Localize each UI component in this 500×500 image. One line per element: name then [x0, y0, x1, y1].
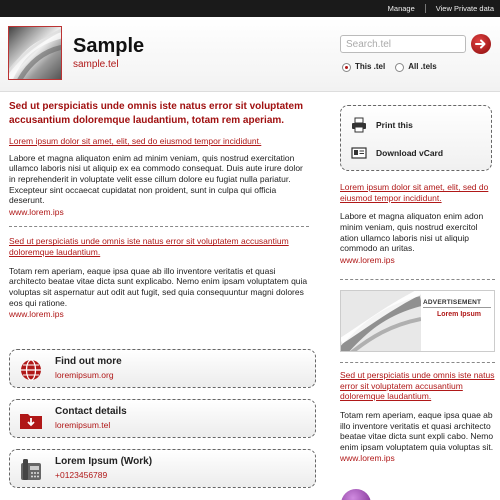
search-box — [340, 35, 466, 53]
side-link-1[interactable]: Lorem ipsum dolor sit amet, elit, sed do eiusmod tempor incididunt. — [340, 182, 489, 203]
globe-icon — [18, 357, 44, 383]
top-links — [388, 0, 494, 17]
arrow-right-icon — [475, 38, 487, 50]
card-find-out-more[interactable] — [9, 349, 316, 388]
printer-icon — [351, 117, 367, 133]
main-link-2[interactable]: Sed ut perspiciatis unde omnis iste natus error sit voluptatem accusantium doloremque laudantium. — [9, 236, 289, 257]
side-url-1[interactable]: www.lorem.ips — [340, 254, 395, 265]
actions-panel — [340, 105, 492, 171]
side-content-2 — [340, 370, 495, 464]
ad-label: ADVERTISEMENT — [423, 299, 482, 306]
card-contact-details[interactable] — [9, 399, 316, 438]
radio-unselected-icon — [395, 63, 404, 72]
side-paragraph-1: Labore et magna aliquaton enim adon minim veniam, quis nostrud exercitol ation ullamco laboris nisi ut aliquip commodo an uritas. — [340, 211, 484, 254]
card-title: Contact details — [55, 406, 127, 417]
search-button[interactable] — [471, 34, 491, 54]
top-bar — [0, 0, 500, 17]
vcard-icon — [351, 145, 367, 161]
profile-image — [8, 26, 62, 80]
site-title: Sample — [73, 35, 145, 57]
view-private-data-link[interactable]: View Private data — [435, 3, 494, 13]
main-content — [9, 100, 309, 320]
advertisement[interactable] — [340, 290, 495, 352]
print-this-button[interactable] — [351, 115, 413, 135]
download-vcard-label: Download vCard — [376, 147, 444, 158]
card-work-phone[interactable] — [9, 449, 316, 488]
side-link-2[interactable]: Sed ut perspiciatis unde omnis iste natus error sit voluptatem accusantium doloremque laudantium. — [340, 370, 495, 402]
download-vcard-button[interactable] — [351, 143, 443, 163]
top-separator — [425, 4, 426, 13]
main-link-1[interactable]: Lorem ipsum dolor sit amet, elit, sed do eiusmod tempor incididunt. — [9, 136, 262, 146]
phone-icon — [18, 457, 44, 483]
search-scope — [342, 62, 447, 72]
side-url-2[interactable]: www.lorem.ips — [340, 453, 395, 464]
radio-this-tel[interactable] — [342, 62, 385, 72]
main-url-1[interactable]: www.lorem.ips — [9, 206, 64, 217]
radio-this-tel-label: This .tel — [355, 62, 386, 71]
main-url-2[interactable]: www.lorem.ips — [9, 309, 64, 320]
side-paragraph-2: Totam rem aperiam, eaque ipsa quae ab illo inventore veritatis et quasi architecto beatae vitae dicta sunt expli cabo. Nemo enim ipsam voluptatem quia voluptas sit. — [340, 409, 494, 452]
radio-selected-icon — [342, 63, 351, 72]
side-divider — [340, 362, 495, 363]
card-link[interactable]: loremipsum.org — [55, 370, 114, 380]
side-content-1 — [340, 182, 495, 265]
card-link[interactable]: loremipsum.tel — [55, 420, 111, 430]
purple-orb-image — [341, 489, 371, 500]
header — [0, 17, 500, 92]
abstract-swirl-image — [9, 27, 62, 80]
ad-swirl-image — [341, 291, 421, 352]
print-this-label: Print this — [376, 119, 413, 130]
main-paragraph-1: Labore et magna aliquaton enim ad minim veniam, quis nostrud exercitation ullamco laboris nisi ut aliquip ex ea commodo consequat. Duis aute irure dolor in reprehenderit in voluptate velit esse cillum dolore eu fugiat nulla pariatur. Excepteur sint occaecat cupidatat non proident, sunt in culpa qui officia deserunt. — [9, 152, 303, 206]
site-url-link[interactable]: sample.tel — [73, 59, 119, 70]
search-input[interactable] — [341, 36, 465, 52]
ad-subtitle: Lorem Ipsum — [437, 311, 481, 318]
radio-all-tels[interactable] — [395, 62, 436, 72]
folder-download-icon — [18, 407, 44, 433]
main-paragraph-2: Totam rem aperiam, eaque ipsa quae ab illo inventore veritatis et quasi architecto beatae vitae dicta sunt explicabo. Nemo enim ipsam voluptatem quia voluptas sit aspernatur aut odit aut fugit, sed quia consequuntur magni dolores eos qui ratione. — [9, 265, 308, 308]
card-title: Lorem Ipsum (Work) — [55, 456, 153, 467]
manage-link[interactable]: Manage — [387, 3, 415, 13]
card-phone-number[interactable]: +0123456789 — [55, 470, 108, 480]
side-divider — [340, 279, 495, 280]
ad-divider — [423, 307, 491, 308]
main-headline: Sed ut perspiciatis unde omnis iste natus error sit voluptatem accusantium doloremque laudantium, totam rem aperiam. — [9, 101, 303, 126]
radio-all-tels-label: All .tels — [408, 62, 437, 71]
card-title: Find out more — [55, 356, 122, 367]
